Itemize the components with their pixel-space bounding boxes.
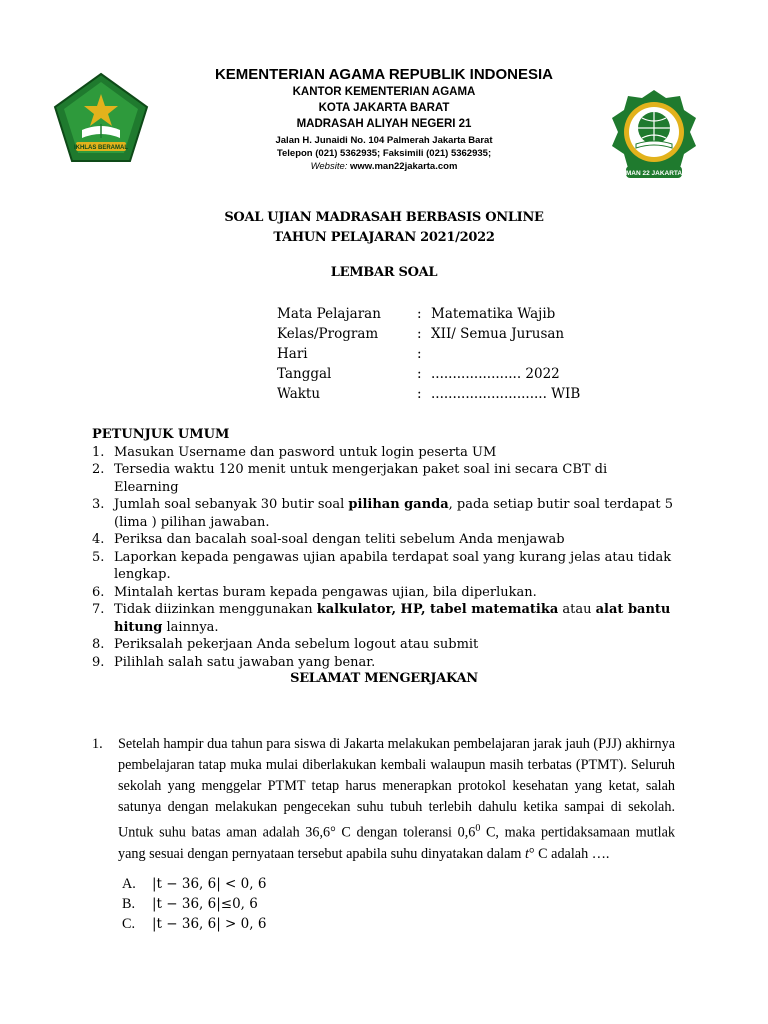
question-body: Setelah hampir dua tahun para siswa di Jakarta melakukan pembelajaran jarak jauh (PJJ) akhirnya pembelajaran tatap muka mulai diberlakukan kembali walaupun masih terbatas (PTMT). Seluruh sekolah yang menggelar PTMT tetap harus menerapkan protokol kesehatan yang ketat, salah satunya dengan melakukan pengecekan suhu tubuh terlebih dahulu ketika sampai di sekolah. Untuk suhu batas aman adalah 36,6° C dengan toleransi <box>118 736 675 841</box>
website-link[interactable]: www.man22jakarta.com <box>350 161 458 172</box>
info-value: ........................... WIB <box>431 386 581 402</box>
city-name: KOTA JAKARTA BARAT <box>318 102 450 114</box>
ministry-title: KEMENTERIAN AGAMA REPUBLIK INDONESIA <box>214 66 554 83</box>
svg-text:MAN 22 JAKARTA: MAN 22 JAKARTA <box>625 170 683 177</box>
closing-text: SELAMAT MENGERJAKAN <box>290 671 478 686</box>
instruction-number: 5. <box>92 549 105 565</box>
instruction-text: atau <box>558 602 596 617</box>
instruction-text: Jumlah soal sebanyak 30 butir soal <box>114 497 349 512</box>
instruction-number: 1. <box>92 444 105 460</box>
option-label: A. <box>122 876 136 892</box>
instruction-number: 2. <box>92 462 105 477</box>
question-degree: 0 <box>475 823 481 834</box>
option-a[interactable] <box>122 876 266 893</box>
school-address: Jalan H. Junaidi No. 104 Palmerah Jakarta Barat <box>275 135 493 146</box>
instruction-item <box>92 461 674 496</box>
info-key: Waktu <box>277 386 321 402</box>
info-colon: : <box>417 306 422 322</box>
info-value: Matematika Wajib <box>431 306 556 322</box>
option-expression: |t − 36, 6| < 0, 6 <box>152 876 267 892</box>
question-1 <box>92 734 675 865</box>
svg-text:IKHLAS BERAMAL: IKHLAS BERAMAL <box>74 145 128 151</box>
question-tolerance: 0,6 <box>457 824 476 841</box>
info-row-date <box>277 366 560 382</box>
instruction-number: 7. <box>92 602 105 617</box>
instruction-text: Periksa dan bacalah soal-soal dengan teliti sebelum Anda menjawab <box>114 532 565 547</box>
question-body-end: ° C adalah …. <box>528 845 610 862</box>
instructions-heading: PETUNJUK UMUM <box>92 427 230 442</box>
instruction-text: Tidak diizinkan menggunakan <box>114 602 317 617</box>
instruction-item <box>92 549 674 584</box>
info-key: Hari <box>277 346 308 362</box>
instruction-bold: alat bantu hitung <box>114 602 671 635</box>
instruction-item <box>92 601 674 636</box>
instruction-number: 8. <box>92 637 105 652</box>
option-expression: |t − 36, 6|≤0, 6 <box>152 896 258 912</box>
instruction-number: 6. <box>92 584 105 600</box>
school-phone: Telepon (021) 5362935; Faksimili (021) 5362935; <box>276 148 492 159</box>
instruction-number: 3. <box>92 497 105 512</box>
info-row-class <box>277 326 564 342</box>
info-colon: : <box>417 386 422 402</box>
info-value: ..................... 2022 <box>431 366 560 382</box>
office-name: KANTOR KEMENTERIAN AGAMA <box>292 86 476 98</box>
instruction-text: Tersedia waktu 120 menit untuk mengerjakan paket soal ini secara CBT di Elearning <box>114 462 608 495</box>
instruction-item <box>92 496 674 531</box>
instruction-number: 9. <box>92 654 105 670</box>
info-key: Mata Pelajaran <box>277 306 381 322</box>
option-expression: |t − 36, 6| > 0, 6 <box>152 916 267 932</box>
instruction-bold: kalkulator, HP, tabel matematika <box>316 602 559 617</box>
info-value: XII/ Semua Jurusan <box>431 326 565 342</box>
instruction-text: Masukan Username dan pasword untuk login peserta UM <box>114 444 497 460</box>
school-name: MADRASAH ALIYAH NEGERI 21 <box>296 118 472 130</box>
exam-title: SOAL UJIAN MADRASAH BERBASIS ONLINE <box>224 210 544 225</box>
instruction-text: Pilihlah salah satu jawaban yang benar. <box>114 654 376 670</box>
instruction-item <box>92 584 674 602</box>
instruction-text: Mintalah kertas buram kepada pengawas ujian, bila diperlukan. <box>114 584 537 600</box>
question-body-cont: C, maka pertidaksamaan mutlak yang sesuai dengan pernyataan tersebut apabila suhu dinyatakan dalam <box>118 824 676 862</box>
option-b[interactable] <box>122 896 258 913</box>
instruction-item <box>92 636 674 654</box>
option-c[interactable] <box>122 916 266 933</box>
question-number: 1. <box>92 736 103 752</box>
website-label: Website: <box>310 161 348 172</box>
info-row-subject <box>277 306 555 322</box>
instruction-item <box>92 531 674 549</box>
sheet-title: LEMBAR SOAL <box>330 265 438 280</box>
instruction-text: Periksalah pekerjaan Anda sebelum logout atau submit <box>114 637 479 652</box>
option-label: C. <box>122 916 136 932</box>
instruction-text: , pada setiap butir soal terdapat 5 (lima ) pilihan jawaban. <box>114 497 674 530</box>
instruction-bold: pilihan ganda <box>348 497 449 512</box>
instruction-text: Laporkan kepada pengawas ujian apabila terdapat soal yang kurang jelas atau tidak lengkap. <box>114 549 672 582</box>
question-variable: t <box>524 845 529 862</box>
info-row-day <box>277 346 431 362</box>
instructions-section <box>92 426 674 671</box>
instruction-text: lainnya. <box>162 619 219 635</box>
info-key: Tanggal <box>277 366 332 382</box>
instruction-item <box>92 444 674 462</box>
info-key: Kelas/Program <box>277 326 379 342</box>
instruction-item <box>92 654 674 672</box>
info-row-time <box>277 386 580 402</box>
info-colon: : <box>417 346 422 362</box>
info-colon: : <box>417 366 422 382</box>
school-website-line <box>0 161 768 172</box>
instruction-number: 4. <box>92 532 105 547</box>
info-colon: : <box>417 326 422 342</box>
option-label: B. <box>122 896 136 912</box>
exam-year: TAHUN PELAJARAN 2021/2022 <box>273 230 495 245</box>
question-text <box>118 734 675 865</box>
